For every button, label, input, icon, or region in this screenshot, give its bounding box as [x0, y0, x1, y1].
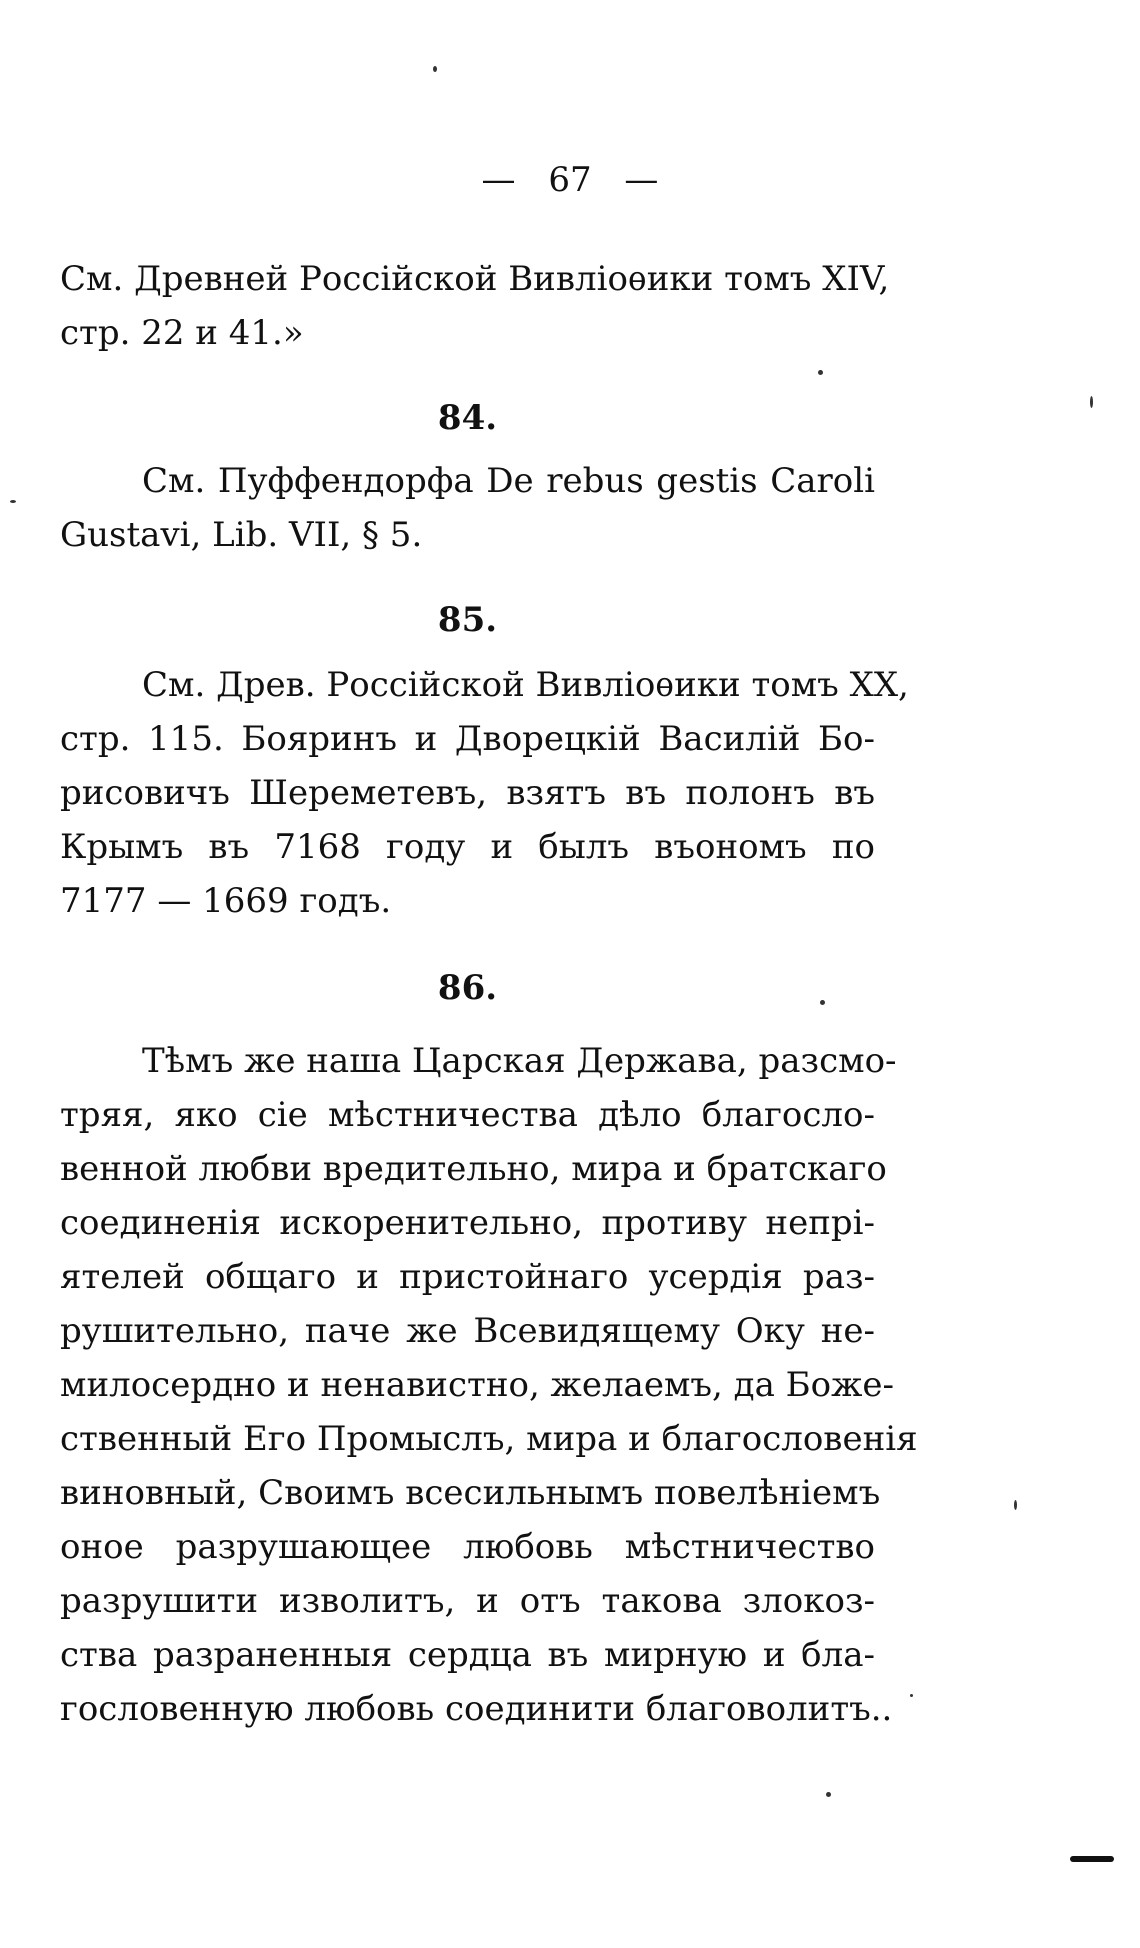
- note-86-line-5: ятелей общаго и пристойнаго усердія раз-: [60, 1257, 875, 1297]
- note-84-line-1: См. Пуффендорфа De rebus gestis Caroli: [142, 461, 875, 501]
- note-85-line-1: См. Древ. Россійской Вивліоѳики томъ XX,: [142, 665, 909, 705]
- scan-speck: [910, 1694, 913, 1697]
- note-85-line-5: 7177 — 1669 годъ.: [60, 881, 392, 921]
- scan-speck: [826, 1792, 831, 1797]
- note-86-line-13: гословенную любовь соединити благоволитъ..: [60, 1689, 893, 1729]
- scan-speck: [10, 500, 16, 503]
- note-84-text: [60, 454, 875, 562]
- note-85-line-4: Крымъ въ 7168 году и былъ въономъ по: [60, 827, 875, 867]
- scan-speck: [820, 1000, 825, 1005]
- note-86-line-8: ственный Его Промыслъ, мира и благословенія: [60, 1419, 918, 1459]
- scan-speck: [1090, 396, 1093, 408]
- note-86-heading: 86.: [437, 968, 498, 1008]
- note-85-line-2: стр. 115. Бояринъ и Дворецкій Василій Бо-: [60, 719, 875, 759]
- note-86-line-10: оное разрушающее любовь мѣстничество: [60, 1527, 875, 1567]
- note-85-text: [60, 658, 909, 928]
- note-86-line-6: рушительно, паче же Всевидящему Оку не-: [60, 1311, 875, 1351]
- note-83-continuation: [60, 252, 890, 360]
- note-83-line-2: стр. 22 и 41.»: [60, 313, 304, 353]
- note-86-line-9: виновный, Своимъ всесильнымъ повелѣніемъ: [60, 1473, 881, 1513]
- note-86-line-7: милосердно и ненавистно, желаемъ, да Боже-: [60, 1365, 894, 1405]
- note-86-line-3: венной любви вредительно, мира и братскаго: [60, 1149, 887, 1189]
- note-86-line-4: соединенія искоренительно, противу непрі-: [60, 1203, 875, 1243]
- scan-speck: [818, 370, 823, 375]
- scan-speck: [1014, 1500, 1017, 1510]
- note-86-line-2: тряя, яко сіе мѣстничества дѣло благосло-: [60, 1095, 875, 1135]
- note-84-heading: 84.: [437, 398, 498, 438]
- note-83-line-1: См. Древней Россійской Вивліоѳики томъ XIV,: [60, 259, 890, 299]
- note-86-line-11: разрушити изволитъ, и отъ такова злокоз-: [60, 1581, 875, 1621]
- note-85-line-3: рисовичъ Шереметевъ, взятъ въ полонъ въ: [60, 773, 875, 813]
- note-86-line-12: ства разраненныя сердца въ мирную и бла-: [60, 1635, 875, 1675]
- note-85-heading: 85.: [437, 600, 498, 640]
- scan-dash-mark: [1070, 1856, 1114, 1862]
- note-86-line-1: Тѣмъ же наша Царская Держава, разсмо-: [142, 1041, 897, 1081]
- page-number: — 67 —: [481, 160, 659, 200]
- scan-speck: [433, 66, 437, 72]
- note-84-line-2: Gustavi, Lib. VII, § 5.: [60, 515, 423, 555]
- note-86-text: [60, 1034, 918, 1736]
